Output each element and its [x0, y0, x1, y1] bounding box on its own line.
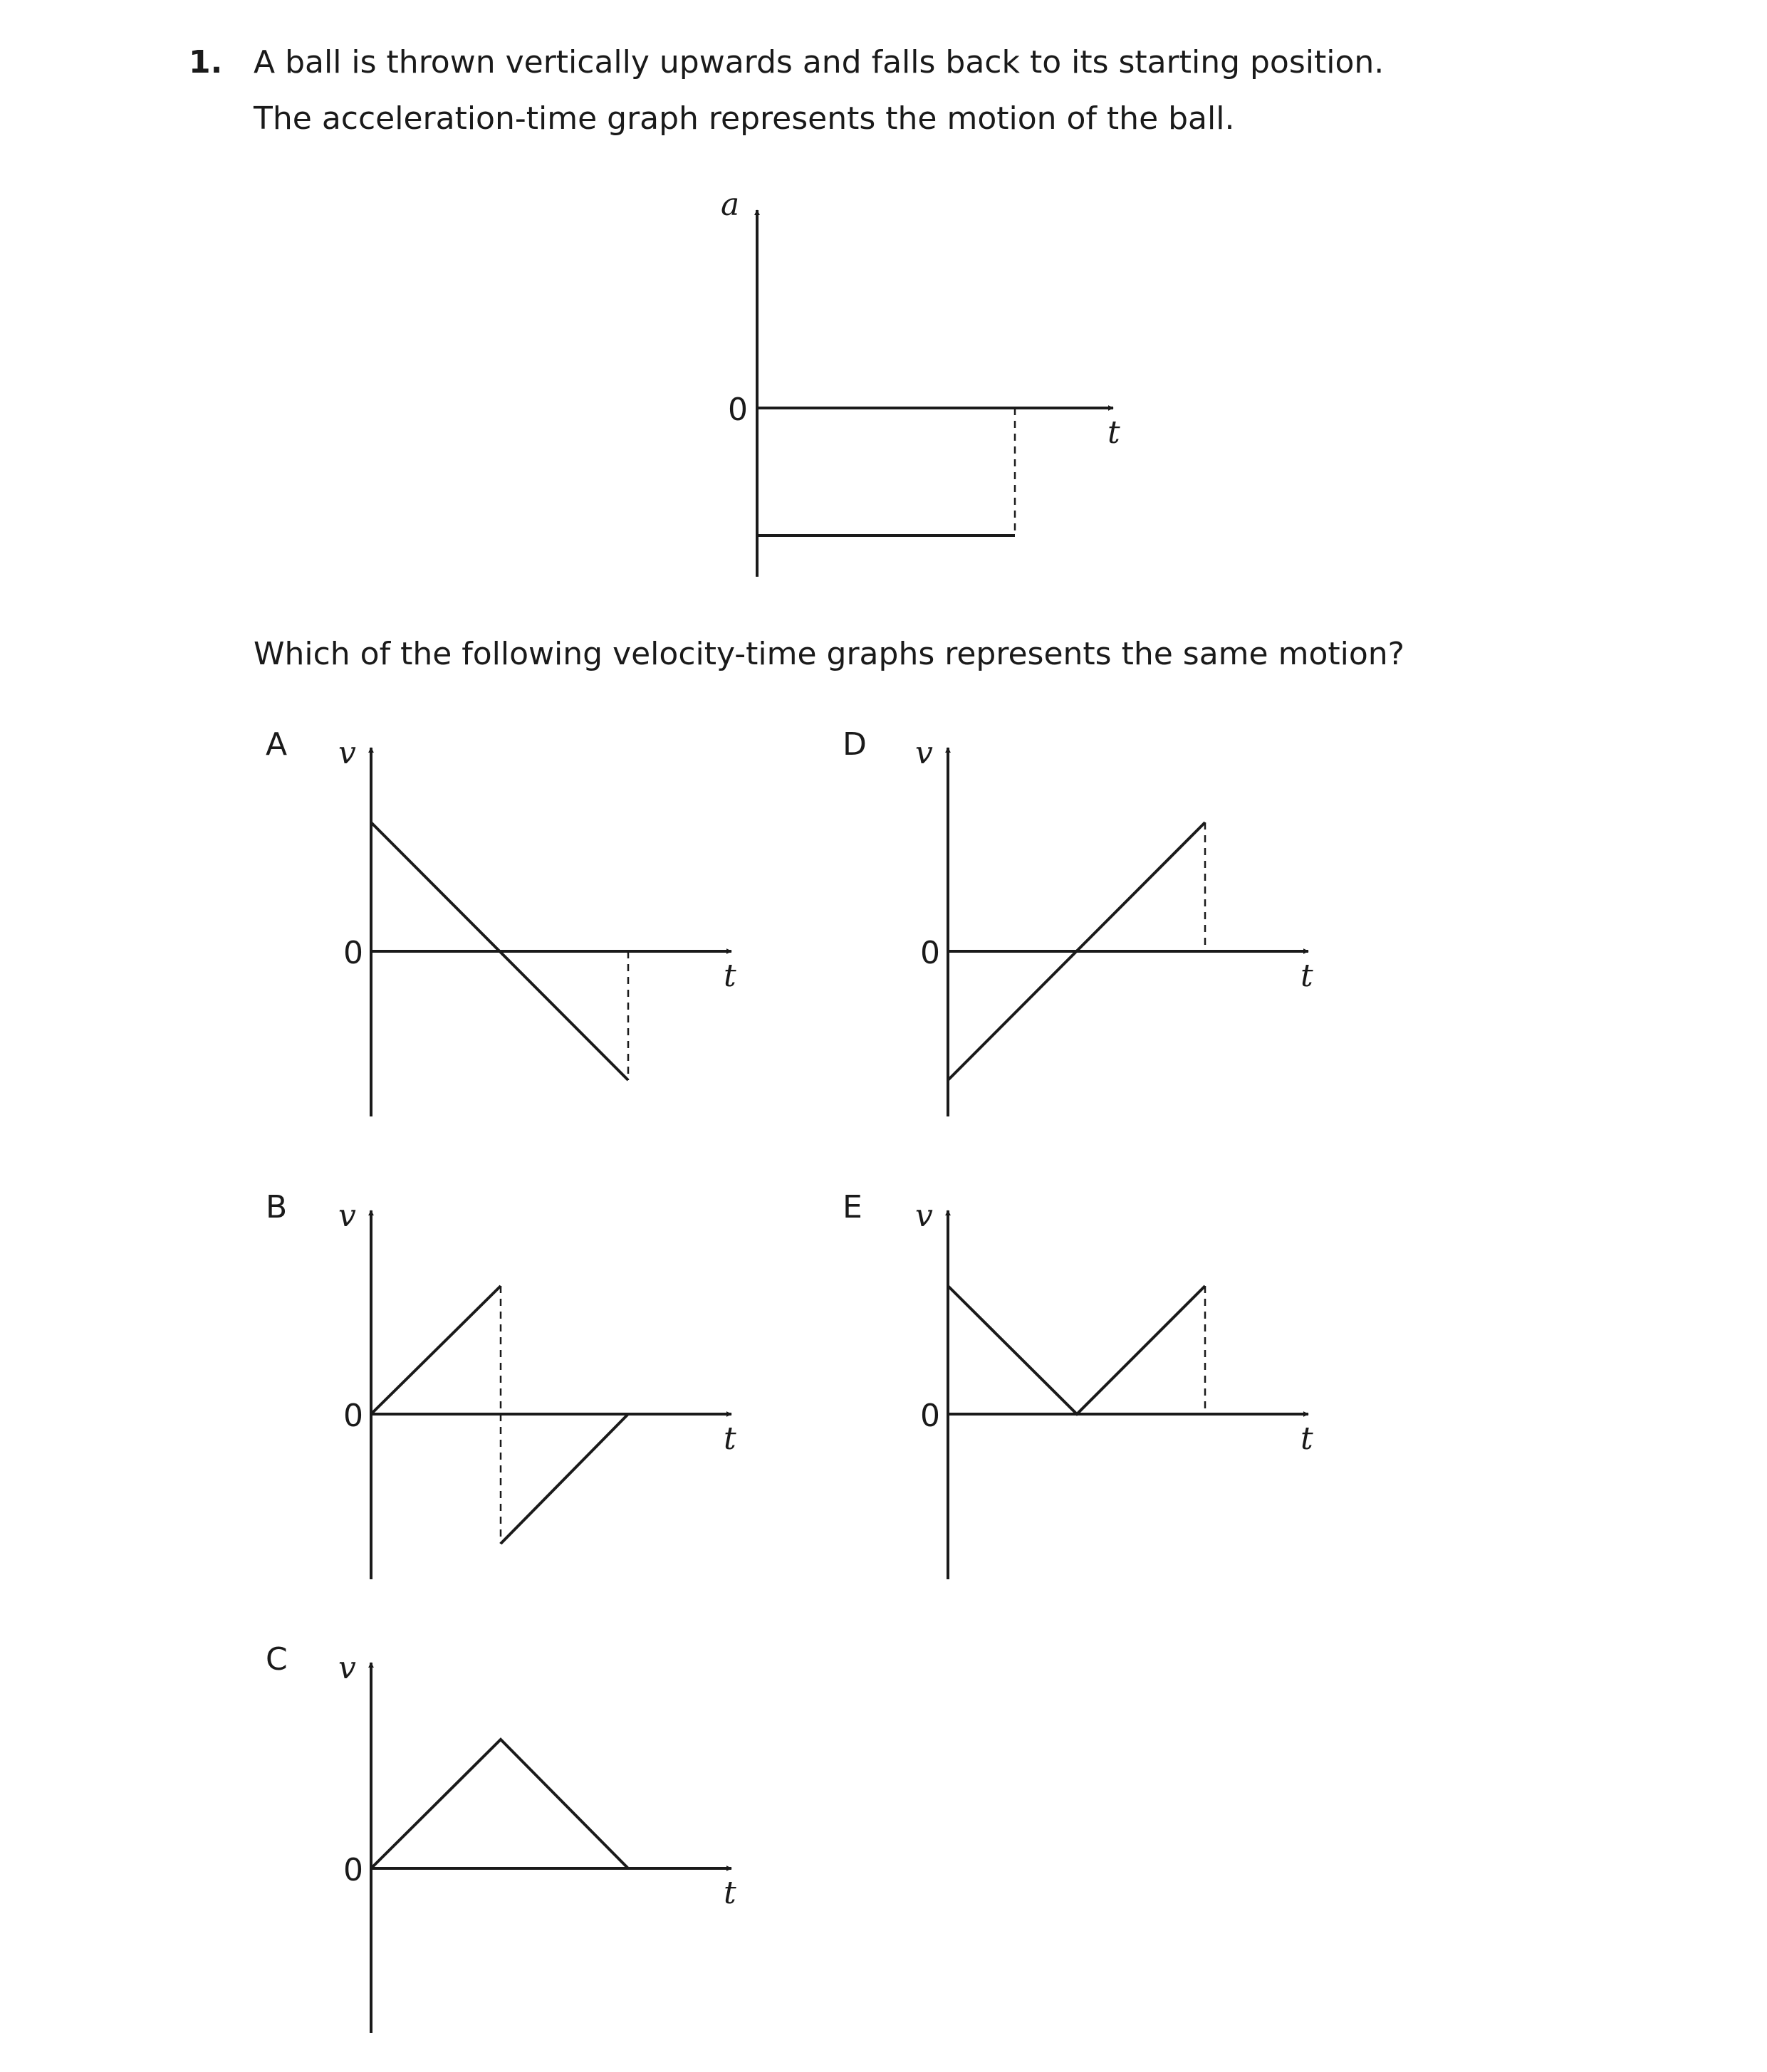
option-c-zero-label: 0	[343, 1852, 363, 1888]
option-c-t-label: t	[724, 1875, 736, 1911]
option-a-t-label: t	[724, 958, 736, 994]
a-axis-label: a	[721, 187, 740, 223]
option-e-zero-label: 0	[920, 1398, 940, 1434]
option-c-graph[interactable]	[371, 1663, 731, 2033]
option-a-letter[interactable]: A	[266, 726, 288, 763]
velocity-line	[371, 1739, 628, 1868]
option-e-t-label: t	[1301, 1420, 1313, 1457]
option-e-graph[interactable]	[948, 1210, 1308, 1579]
option-b-graph[interactable]	[371, 1210, 731, 1579]
option-d-t-label: t	[1301, 958, 1313, 994]
velocity-line-second	[501, 1414, 628, 1544]
question-text-line-2: The acceleration-time graph represents the motion of the ball.	[254, 100, 1235, 137]
option-d-zero-label: 0	[920, 935, 940, 971]
option-c-letter[interactable]: C	[266, 1641, 288, 1678]
origin-zero-label: 0	[728, 392, 748, 428]
option-b-v-label: v	[338, 1198, 356, 1234]
option-a-graph[interactable]	[371, 748, 731, 1116]
option-b-zero-label: 0	[343, 1398, 363, 1434]
option-d-letter[interactable]: D	[843, 726, 867, 763]
option-e-letter[interactable]: E	[843, 1189, 862, 1225]
option-e-v-label: v	[915, 1198, 933, 1234]
option-b-letter[interactable]: B	[266, 1189, 288, 1225]
question-text-line-1: A ball is thrown vertically upwards and falls back to its starting position.	[254, 44, 1385, 80]
acceleration-time-graph	[757, 210, 1113, 577]
option-c-v-label: v	[338, 1650, 356, 1686]
t-axis-label: t	[1107, 414, 1120, 451]
option-b-t-label: t	[724, 1420, 736, 1457]
question-number: 1.	[189, 44, 223, 80]
question-prompt: Which of the following velocity-time graphs represents the same motion?	[254, 636, 1405, 672]
option-a-zero-label: 0	[343, 935, 363, 971]
option-d-v-label: v	[915, 735, 933, 771]
option-a-v-label: v	[338, 735, 356, 771]
option-d-graph[interactable]	[948, 748, 1308, 1116]
velocity-line	[948, 1286, 1205, 1414]
velocity-line-rising	[371, 1286, 501, 1414]
